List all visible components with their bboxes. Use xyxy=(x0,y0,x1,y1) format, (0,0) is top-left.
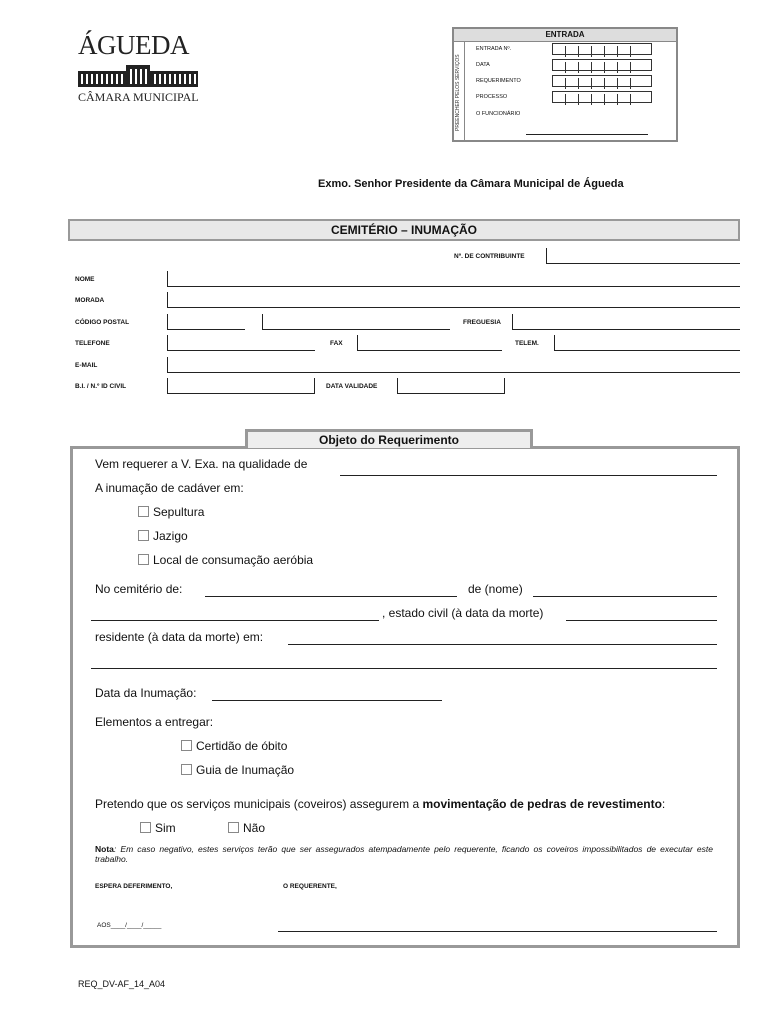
consumacao-checkbox[interactable] xyxy=(138,554,149,565)
addressee: Exmo. Senhor Presidente da Câmara Municipal de Águeda xyxy=(318,178,624,190)
option-sim[interactable] xyxy=(140,821,176,835)
data-inumacao-label: Data da Inumação: xyxy=(95,686,197,700)
entrada-data-field[interactable] xyxy=(552,59,652,71)
entrada-side-label: PREENCHER PELOS SERVIÇOS xyxy=(455,54,461,131)
entrada-row-label: ENTRADA Nº. xyxy=(476,46,512,52)
aos-date[interactable]: AOS____/____/_____ xyxy=(97,922,162,929)
bi-field[interactable] xyxy=(167,378,315,394)
telefone-label: TELEFONE xyxy=(75,340,110,347)
fax-label: FAX xyxy=(330,340,343,347)
entrada-row-label: PROCESSO xyxy=(476,94,508,100)
certidao-checkbox[interactable] xyxy=(181,740,192,751)
entrada-box xyxy=(452,27,678,142)
option-sepultura[interactable] xyxy=(138,505,204,519)
fax-field[interactable] xyxy=(357,335,502,351)
guia-checkbox[interactable] xyxy=(181,764,192,775)
entrada-requerimento-field[interactable] xyxy=(552,75,652,87)
morada-label: MORADA xyxy=(75,297,105,304)
data-validade-label: DATA VALIDADE xyxy=(326,383,378,390)
de-nome-field[interactable] xyxy=(533,596,717,597)
residente-field-2[interactable] xyxy=(91,668,717,669)
codigo-postal-field[interactable] xyxy=(167,314,245,330)
codigo-postal-localidade-field[interactable] xyxy=(262,314,450,330)
document-guia[interactable] xyxy=(181,763,294,777)
entrada-row-label: DATA xyxy=(476,62,490,68)
data-validade-field[interactable] xyxy=(397,378,505,394)
logo-subtitle: CÂMARA MUNICIPAL xyxy=(78,90,199,104)
contribuinte-field[interactable] xyxy=(546,248,740,264)
building-icon xyxy=(78,63,198,87)
cemiterio-field[interactable] xyxy=(205,596,457,597)
entrada-num-field[interactable] xyxy=(552,43,652,55)
telefone-field[interactable] xyxy=(167,335,315,351)
sim-label: Sim xyxy=(155,821,176,835)
telem-field[interactable] xyxy=(554,335,740,351)
sepultura-label: Sepultura xyxy=(153,505,205,519)
entrada-processo-field[interactable] xyxy=(552,91,652,103)
nota xyxy=(95,844,713,864)
de-nome-label: de (nome) xyxy=(468,582,523,596)
consumacao-label: Local de consumação aeróbia xyxy=(153,553,314,567)
nome-falecido-field[interactable] xyxy=(91,620,379,621)
footer-code: REQ_DV-AF_14_A04 xyxy=(78,979,166,989)
freguesia-field[interactable] xyxy=(512,314,740,330)
nao-label: Não xyxy=(243,821,266,835)
residente-label: residente (à data da morte) em: xyxy=(95,630,264,644)
entrada-title: ENTRADA xyxy=(454,29,676,42)
entrada-row-label: O FUNCIONÁRIO xyxy=(476,111,521,117)
data-inumacao-field[interactable] xyxy=(212,700,442,701)
jazigo-checkbox[interactable] xyxy=(138,530,149,541)
residente-field[interactable] xyxy=(288,644,717,645)
nao-checkbox[interactable] xyxy=(228,822,239,833)
funcionario-signature-line[interactable] xyxy=(526,134,648,135)
section-title: CEMITÉRIO – INUMAÇÃO xyxy=(68,219,740,241)
objeto-title: Objeto do Requerimento xyxy=(245,429,533,448)
nota-label: Nota xyxy=(95,844,114,854)
elementos-label: Elementos a entregar: xyxy=(95,715,214,729)
freguesia-label: FREGUESIA xyxy=(463,319,501,326)
estado-civil-label: , estado civil (à data da morte) xyxy=(382,606,544,620)
requerente-label: O REQUERENTE, xyxy=(283,883,337,890)
nota-text: : Em caso negativo, estes serviços terão que ser assegurados atempadamente pelo requerente, ficando os coveiros impossibilitados de executar este trabalho. xyxy=(95,844,713,864)
morada-field[interactable] xyxy=(167,292,740,308)
nome-label: NOME xyxy=(75,276,95,283)
espera-deferimento: ESPERA DEFERIMENTO, xyxy=(95,883,173,890)
logo-title: ÁGUEDA xyxy=(78,30,189,60)
document-certidao[interactable] xyxy=(181,739,287,753)
pretendo-suffix: : xyxy=(661,797,666,811)
nome-field[interactable] xyxy=(167,271,740,287)
sim-checkbox[interactable] xyxy=(140,822,151,833)
inumacao-label: A inumação de cadáver em: xyxy=(95,481,244,495)
pretendo-bold: movimentação de pedras de revestimento xyxy=(422,797,662,811)
contribuinte-label: Nº. DE CONTRIBUINTE xyxy=(454,253,525,260)
pretendo-prefix: Pretendo que os serviços municipais (coveiros) assegurem a xyxy=(95,797,423,811)
jazigo-label: Jazigo xyxy=(153,529,188,543)
email-field[interactable] xyxy=(167,357,740,373)
qualidade-label: Vem requerer a V. Exa. na qualidade de xyxy=(95,457,308,471)
option-jazigo[interactable] xyxy=(138,529,188,543)
codigo-postal-label: CÓDIGO POSTAL xyxy=(75,319,130,326)
pretendo-text xyxy=(95,797,665,811)
cemiterio-label: No cemitério de: xyxy=(95,582,183,596)
option-nao[interactable] xyxy=(228,821,265,835)
qualidade-field[interactable] xyxy=(340,475,717,476)
sepultura-checkbox[interactable] xyxy=(138,506,149,517)
guia-label: Guia de Inumação xyxy=(196,763,295,777)
requerente-signature-line[interactable] xyxy=(278,931,717,932)
bi-label: B.I. / N.º ID CIVIL xyxy=(75,383,127,390)
entrada-row-label: REQUERIMENTO xyxy=(476,78,521,84)
logo xyxy=(78,30,208,115)
option-consumacao[interactable] xyxy=(138,553,313,567)
estado-civil-field[interactable] xyxy=(566,620,717,621)
certidao-label: Certidão de óbito xyxy=(196,739,288,753)
telem-label: TELEM. xyxy=(515,340,539,347)
email-label: E-MAIL xyxy=(75,362,98,369)
